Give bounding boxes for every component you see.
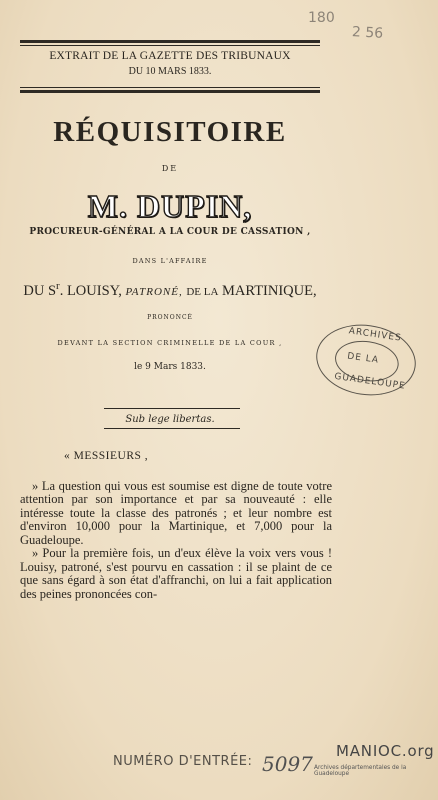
mid-rule-thick <box>20 90 320 93</box>
pencil-mark-b: 2 56 <box>351 24 384 42</box>
affaire-prefix: DU S <box>23 282 57 299</box>
affaire-name: . LOUISY, <box>59 282 122 299</box>
paragraph-1: » La question qui vous est soumise est digne de toute votre attention par son importance et par sa nouveauté : elle intéresse toute la classe des patronés ; et leur nombre est d'environ 10,000 pour la Martinique, et 7,000 pour la Guadeloupe. <box>20 478 332 547</box>
top-rule-thin <box>20 45 320 46</box>
gazette-date: DU 10 MARS 1833. <box>128 66 212 77</box>
salutation: « MESSIEURS , <box>64 450 149 462</box>
stamp-line-1: ARCHIVES <box>348 326 403 344</box>
title-de: DE <box>161 164 179 173</box>
stamp-line-2: DE LA <box>346 351 380 366</box>
motto: Sub lege libertas. <box>125 414 215 425</box>
archives-stamp <box>312 318 421 401</box>
archives-credit: Archives départementales de la Guadeloupe <box>314 765 407 777</box>
affaire-place-de: DE LA <box>186 285 219 298</box>
top-rule-thick <box>20 40 320 43</box>
entry-number-handwritten: 5097 <box>262 752 313 776</box>
body-text <box>20 440 332 601</box>
motto-rule-top <box>104 408 240 409</box>
gazette-header: EXTRAIT DE LA GAZETTE DES TRIBUNAUX <box>49 50 291 62</box>
author-role: PROCUREUR-GÉNÉRAL A LA COUR DE CASSATION , <box>29 227 311 237</box>
affaire-sup: r <box>56 280 60 292</box>
affaire-place: MARTINIQUE, <box>222 282 317 299</box>
author-name: M. DUPIN, <box>87 188 253 224</box>
pencil-mark-a: 180 <box>308 10 335 26</box>
paragraph-2: » Pour la première fois, un d'eux élève la voix vers vous ! Louisy, patroné, s'est pourvu en cassation : il se plaint de ce que sans égard à son état d'affranchi, on lui a fait application des peines prononcées con- <box>20 546 332 601</box>
date-line: le 9 Mars 1833. <box>134 362 206 372</box>
devant-line: DEVANT LA SECTION CRIMINELLE DE LA COUR , <box>57 339 283 347</box>
manioc-watermark: MANIOC.org <box>336 742 435 760</box>
stamp-line-3: GUADELOUPE <box>333 371 407 392</box>
prononce: PRONONCÉ <box>147 314 193 321</box>
motto-rule-bottom <box>104 428 240 429</box>
mid-rule-thin <box>20 87 320 88</box>
affaire-line <box>0 280 340 300</box>
document-title: RÉQUISITOIRE <box>53 116 287 148</box>
entry-number-label: NUMÉRO D'ENTRÉE: <box>113 754 253 769</box>
dans-laffaire: DANS L'AFFAIRE <box>132 257 208 265</box>
affaire-role: PATRONÉ, <box>125 285 183 298</box>
